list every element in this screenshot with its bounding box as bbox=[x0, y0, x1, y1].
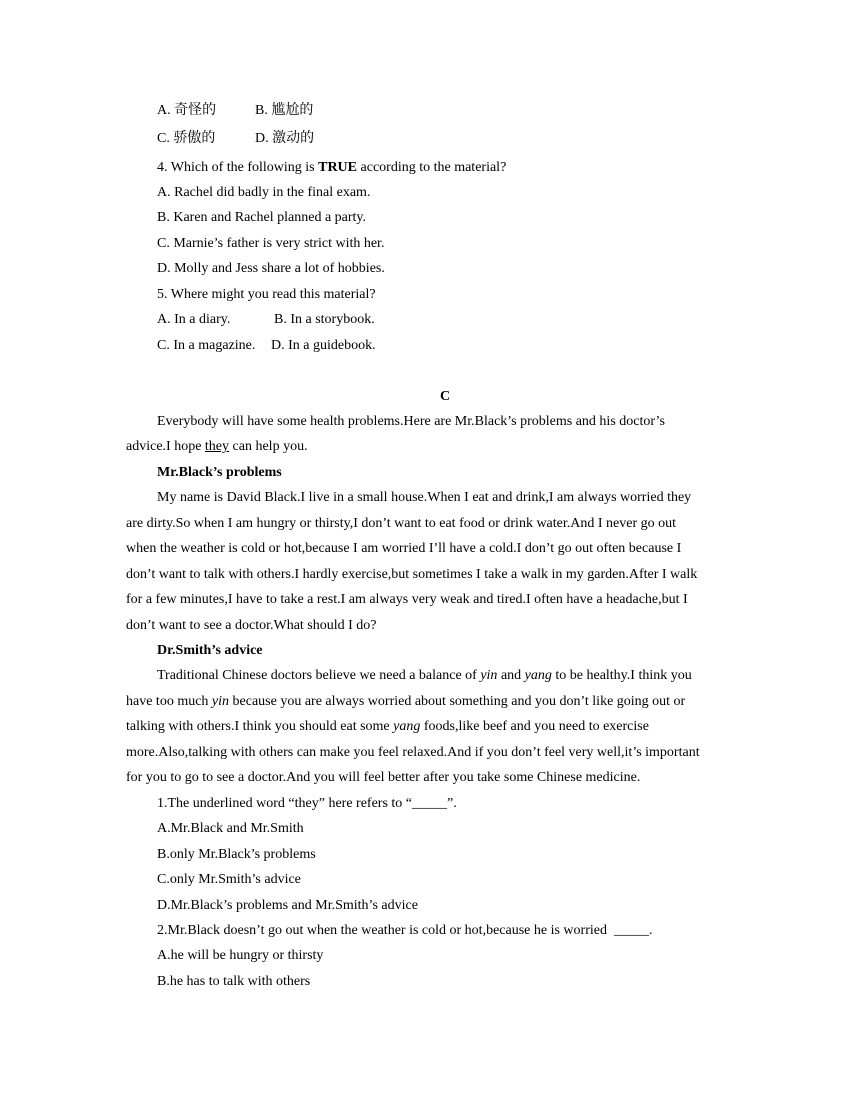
q4-stem bbox=[157, 159, 506, 177]
c-q1-option-c: C.only Mr.Smith’s advice bbox=[157, 872, 301, 887]
q4-option-d: D. Molly and Jess share a lot of hobbies. bbox=[157, 261, 385, 276]
q4-option-a: A. Rachel did badly in the final exam. bbox=[157, 185, 371, 200]
c-q2-stem-post: . bbox=[648, 923, 653, 938]
q3-option-d: D. 激动的 bbox=[255, 131, 315, 146]
c-q1-option-a: A.Mr.Black and Mr.Smith bbox=[157, 821, 304, 836]
c-q1-option-d: D.Mr.Black’s problems and Mr.Smith’s advice bbox=[157, 898, 418, 913]
advice-line-3 bbox=[126, 718, 649, 736]
q4-option-b: B. Karen and Rachel planned a party. bbox=[157, 210, 367, 225]
advice-line-1-pre: Traditional Chinese doctors believe we need a balance of bbox=[157, 668, 481, 683]
c-q2-blank: _____ bbox=[613, 923, 649, 938]
advice-yang: yang bbox=[393, 719, 421, 734]
q4-option-c: C. Marnie’s father is very strict with her. bbox=[157, 236, 385, 251]
q4-stem-bold: TRUE bbox=[318, 160, 358, 175]
intro-line-1: Everybody will have some health problems.Here are Mr.Black’s problems and his doctor’s bbox=[157, 414, 665, 429]
intro-line-2-pre: advice.I hope bbox=[126, 439, 205, 454]
advice-line-3-pre: talking with others.I think you should eat some bbox=[126, 719, 394, 734]
q4-stem-prefix: 4. Which of the following is bbox=[157, 160, 319, 175]
q3-option-a: A. 奇怪的 bbox=[157, 103, 217, 118]
intro-line-2 bbox=[126, 438, 308, 456]
advice-line-1-post: to be healthy.I think you bbox=[551, 668, 692, 683]
advice-line-2-post: because you are always worried about something and you don’t like going out or bbox=[229, 694, 686, 709]
intro-line-2-post: can help you. bbox=[229, 439, 308, 454]
problems-line: don’t want to talk with others.I hardly exercise,but sometimes I take a walk in my garden.After I walk bbox=[126, 567, 698, 582]
q5-stem: 5. Where might you read this material? bbox=[157, 287, 376, 302]
advice-heading: Dr.Smith’s advice bbox=[157, 643, 263, 658]
advice-line-1 bbox=[157, 667, 692, 685]
advice-yin: yin bbox=[480, 668, 498, 683]
advice-yang: yang bbox=[524, 668, 552, 683]
c-q1-stem-post: ”. bbox=[447, 796, 457, 811]
problems-line: My name is David Black.I live in a small house.When I eat and drink,I am always worried they bbox=[157, 490, 692, 505]
q3-option-b: B. 尴尬的 bbox=[255, 103, 314, 118]
q5-option-c: C. In a magazine. bbox=[157, 338, 256, 353]
c-q2-option-a: A.he will be hungry or thirsty bbox=[157, 948, 324, 963]
c-q1-option-b: B.only Mr.Black’s problems bbox=[157, 847, 316, 862]
problems-line: don’t want to see a doctor.What should I do? bbox=[126, 618, 377, 633]
c-q2-stem-pre: 2.Mr.Black doesn’t go out when the weather is cold or hot,because he is worried bbox=[157, 923, 614, 938]
q5-option-a: A. In a diary. bbox=[157, 312, 231, 327]
q3-option-c: C. 骄傲的 bbox=[157, 131, 216, 146]
problems-line: are dirty.So when I am hungry or thirsty,I don’t want to eat food or drink water.And I never go out bbox=[126, 516, 677, 531]
problems-heading: Mr.Black’s problems bbox=[157, 465, 282, 480]
advice-line-4: more.Also,talking with others can make you feel relaxed.And if you don’t feel very well,it’s important bbox=[126, 745, 700, 760]
c-q2-option-b: B.he has to talk with others bbox=[157, 974, 311, 989]
q5-option-d: D. In a guidebook. bbox=[271, 338, 376, 353]
advice-yin: yin bbox=[211, 694, 230, 709]
c-q1-stem-pre: 1.The underlined word “they” here refers to “ bbox=[157, 796, 412, 811]
problems-line: when the weather is cold or hot,because I am worried I’ll have a cold.I don’t go out often because I bbox=[126, 541, 682, 556]
advice-line-3-post: foods,like beef and you need to exercise bbox=[420, 719, 649, 734]
advice-line-2-pre: have too much bbox=[126, 694, 212, 709]
advice-line-2 bbox=[126, 693, 685, 711]
advice-line-5: for you to go to see a doctor.And you will feel better after you take some Chinese medicine. bbox=[126, 770, 641, 785]
section-heading: C bbox=[439, 389, 451, 404]
c-q1-stem bbox=[157, 795, 457, 813]
q5-option-b: B. In a storybook. bbox=[274, 312, 375, 327]
underlined-word: they bbox=[204, 439, 230, 454]
problems-line: for a few minutes,I have to take a rest.I am always very weak and tired.I often have a headache,but I bbox=[126, 592, 688, 607]
c-q1-blank: _____ bbox=[412, 796, 447, 811]
advice-and: and bbox=[497, 668, 525, 683]
c-q2-stem bbox=[157, 922, 652, 940]
q4-stem-suffix: according to the material? bbox=[357, 160, 507, 175]
